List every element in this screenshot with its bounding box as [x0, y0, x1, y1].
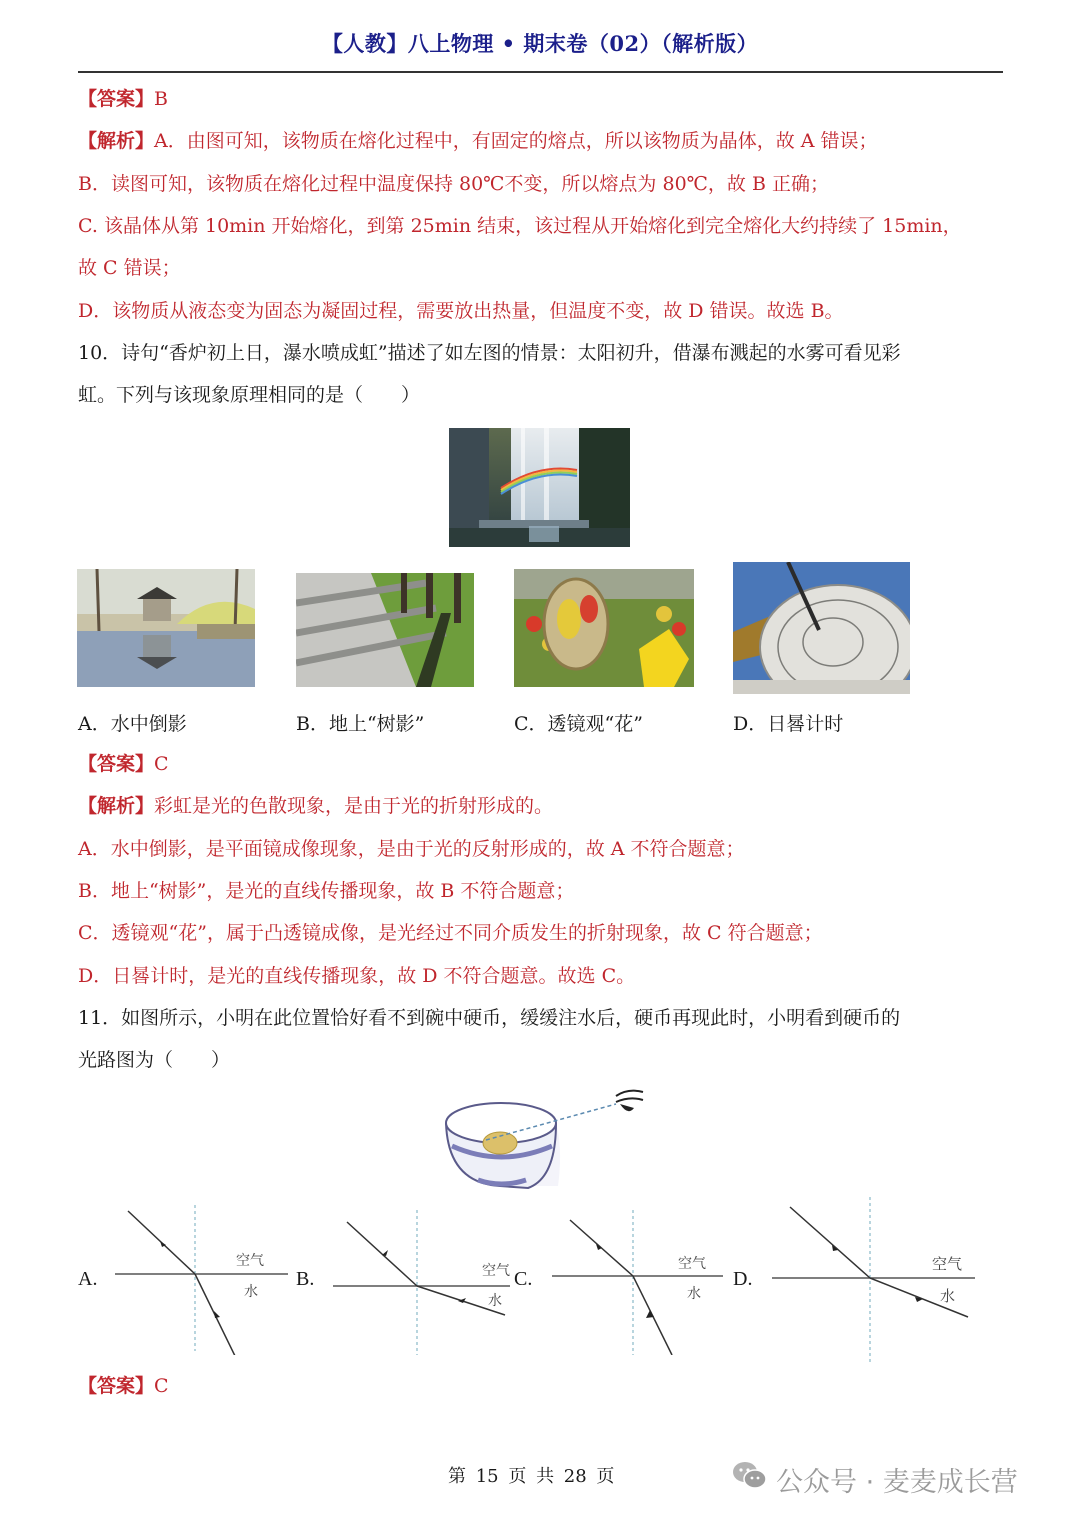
analysis-tag: 【解析】 — [78, 130, 155, 152]
answer-tag: 【答案】 — [78, 88, 155, 110]
header-divider — [78, 71, 1003, 73]
answer-tag: 【答案】 — [78, 1375, 155, 1397]
q11-option-d-label: D. — [733, 1268, 753, 1290]
answer-tag: 【答案】 — [78, 753, 155, 775]
water-label: 水 — [488, 1293, 502, 1309]
bowl-coin-eye-image — [438, 1078, 648, 1196]
q10-analysis-line-b: B．地上“树影”，是光的直线传播现象，故 B 不符合题意； — [78, 880, 575, 902]
q11-option-c-diagram — [550, 1205, 725, 1355]
waterfall-rainbow-image — [449, 428, 630, 547]
air-label: 空气 — [482, 1263, 510, 1279]
q10-option-a-label: A．水中倒影 — [78, 713, 187, 735]
answer-value: C — [154, 753, 169, 775]
air-label: 空气 — [678, 1256, 706, 1272]
q11-option-b-diagram — [330, 1205, 515, 1355]
water-label: 水 — [940, 1287, 956, 1305]
q10-stem-line-2: 虹。下列与该现象原理相同的是（ ） — [78, 384, 421, 406]
q10-option-c-label: C．透镜观“花” — [514, 713, 643, 735]
q10-stem-line-1: 10．诗句“香炉初上日，瀑水喷成虹”描述了如左图的情景：太阳初升，借瀑布溅起的水雾可看见彩 — [78, 342, 901, 364]
tree-shadow-image — [296, 573, 474, 687]
q11-stem-line-1: 11．如图所示，小明在此位置恰好看不到碗中硬币，缓缓注水后，硬币再现此时，小明看到硬币的 — [78, 1007, 901, 1029]
q10-analysis-line-c: C．透镜观“花”，属于凸透镜成像，是光经过不同介质发生的折射现象，故 C 符合题意； — [78, 922, 823, 944]
q11-option-d-diagram — [770, 1197, 980, 1362]
q10-analysis-line-a: A．水中倒影，是平面镜成像现象，是由于光的反射形成的，故 A 不符合题意； — [78, 838, 745, 860]
wechat-icon — [732, 1460, 768, 1499]
air-label: 空气 — [236, 1253, 264, 1269]
page-header-title: 【人教】八上物理 • 期末卷（02）（解析版） — [321, 31, 759, 56]
q9-analysis-line-2: B．读图可知，该物质在熔化过程中温度保持 80℃不变，所以熔点为 80℃，故 B 正确； — [78, 173, 829, 195]
q10-option-b-label: B．地上“树影” — [296, 713, 425, 735]
q9-analysis-line-3: C. 该晶体从第 10min 开始熔化，到第 25min 结束，该过程从开始熔化到完全熔化大约持续了 15min， — [78, 215, 962, 237]
wechat-watermark — [732, 1460, 1018, 1499]
air-label: 空气 — [932, 1255, 963, 1273]
q11-stem-line-2: 光路图为（ ） — [78, 1049, 231, 1071]
q9-answer — [78, 87, 168, 111]
q10-analysis-intro: 【解析】彩虹是光的色散现象，是由于光的折射形成的。 — [78, 795, 554, 817]
watermark-text: 公众号 · 麦麦成长营 — [776, 1467, 1018, 1498]
q11-option-b-label: B. — [296, 1268, 315, 1290]
pavilion-reflection-image — [77, 569, 255, 687]
q10-answer — [78, 752, 169, 776]
page-number: 第 15 页 共 28 页 — [448, 1466, 615, 1487]
magnifier-tulip-image — [514, 569, 694, 687]
q11-option-a-diagram — [110, 1205, 290, 1355]
q9-analysis-line-5: D．该物质从液态变为固态为凝固过程，需要放出热量，但温度不变，故 D 错误。故选 B。 — [78, 300, 844, 322]
analysis-tag: 【解析】 — [78, 795, 155, 817]
q10-analysis-line-d: D．日晷计时，是光的直线传播现象，故 D 不符合题意。故选 C。 — [78, 965, 636, 987]
q10-option-d-label: D．日晷计时 — [733, 713, 844, 735]
q11-option-a-label: A. — [78, 1268, 98, 1290]
q9-analysis-line-1: 【解析】A．由图可知，该物质在熔化过程中，有固定的熔点，所以该物质为晶体，故 A 错误； — [78, 130, 878, 152]
water-label: 水 — [244, 1284, 258, 1300]
q9-analysis-line-4: 故 C 错误； — [78, 257, 181, 279]
sundial-image — [733, 562, 910, 694]
q11-option-c-label: C. — [514, 1268, 533, 1290]
answer-value: B — [154, 88, 168, 110]
water-label: 水 — [687, 1286, 701, 1302]
answer-value: C — [154, 1375, 169, 1397]
q11-answer — [78, 1374, 169, 1398]
